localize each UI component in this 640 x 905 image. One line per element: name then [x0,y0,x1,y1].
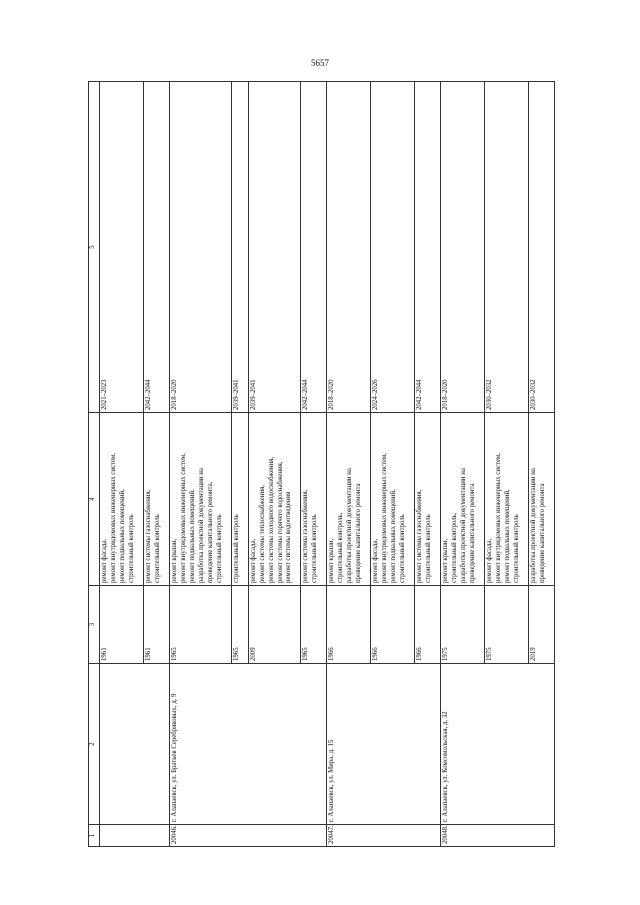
work-line: строительный контроль [232,514,240,583]
period-cell: 2042–2044 [415,82,441,413]
works-cell [169,413,231,586]
work-line: проведение капитального ремонта [355,483,363,583]
cell-spacer [408,415,413,583]
table-row [327,82,371,847]
year-cell: 1961 [100,586,144,664]
period-cell: 2030–2032 [484,82,528,413]
work-line: ремонт системы водоотведения [285,491,293,583]
column-number-1: 1 [89,825,100,847]
works-cell [371,413,415,586]
work-line: разработка проектной документации на [197,468,205,583]
year-cell: 1966 [371,586,415,664]
works-cell [231,413,248,586]
works-cell [248,413,301,586]
record-number-cell: 20047. [327,825,441,847]
work-line: проведение капитального ремонта [468,483,476,583]
work-line: ремонт фасада, [101,538,108,583]
address-cell: г. Алапаевск, ул. Комсомольская, д. 32 [441,664,555,825]
cell-spacer [294,415,299,583]
works-cell [528,413,554,586]
work-line: разработка проектной документации на [529,468,537,583]
record-number-cell [100,825,170,847]
year-cell: 1961 [143,586,169,664]
work-line: ремонт системы газоснабжения, [144,489,152,583]
year-cell: 1975 [484,586,528,664]
cell-spacer [320,415,325,583]
year-cell: 1965 [301,586,327,664]
year-cell: 1965 [169,586,231,664]
work-line: строительный контроль [399,514,407,583]
address-cell [100,664,170,825]
period-cell: 2030–2032 [528,82,554,413]
year-cell: 1966 [327,586,371,664]
repair-schedule-table [88,81,555,847]
work-line: ремонт системы газоснабжения, [416,489,424,583]
work-line: строительный контроль [512,514,520,583]
period-cell: 2018–2020 [327,82,371,413]
cell-spacer [434,415,439,583]
column-number-3: 3 [89,586,100,664]
column-number-5: 5 [89,82,100,413]
work-line: строительный контроль, [337,512,345,583]
works-cell [484,413,528,586]
work-line: ремонт системы холодного водоснабжения, [267,457,275,583]
period-cell: 2024–2026 [371,82,415,413]
works-cell [143,413,169,586]
table-container [88,82,596,847]
cell-spacer [225,415,230,583]
period-cell: 2018–2020 [441,82,485,413]
cell-spacer [163,415,168,583]
work-line: строительный контроль [153,514,161,583]
work-line: ремонт внутридомовых инженерных систем, [109,453,117,583]
work-line: разработка проектной документации на [346,468,354,583]
header-row [89,82,100,847]
work-line: проведение капитального ремонта, [206,481,214,583]
cell-spacer [137,415,142,583]
record-number-cell: 20046. [169,825,327,847]
cell-spacer [242,415,247,583]
year-cell: 2009 [248,586,301,664]
work-line: ремонт фасада, [372,538,380,583]
year-cell: 1965 [231,586,248,664]
cell-spacer [522,415,527,583]
year-cell: 1966 [415,586,441,664]
work-line: ремонт подвальных помещений, [118,489,126,583]
work-line: ремонт системы газоснабжения, [302,489,310,583]
column-number-2: 2 [89,664,100,825]
address-cell: г. Алапаевск, ул. Мира, д. 15 [327,664,441,825]
period-cell: 2039–2041 [248,82,301,413]
column-number-4: 4 [89,413,100,586]
cell-spacer [478,415,483,583]
work-line: ремонт фасада, [249,538,257,583]
year-cell: 2019 [528,586,554,664]
works-cell [301,413,327,586]
work-line: ремонт крыши, [328,538,336,583]
work-line: ремонт подвальных помещений, [503,489,511,583]
work-line: строительный контроль [127,514,135,583]
table-row [441,82,485,847]
works-cell [415,413,441,586]
page-number: 5657 [311,58,329,68]
works-cell [100,413,144,586]
cell-spacer [548,415,553,583]
work-line: строительный контроль [215,514,223,583]
work-line: ремонт подвальных помещений, [188,489,196,583]
work-line: ремонт крыши, [442,538,450,583]
works-cell [327,413,371,586]
table-row [169,82,231,847]
work-line: ремонт системы горячего водоснабжения, [276,461,284,583]
period-cell: 2042–2044 [301,82,327,413]
record-number-cell: 20048. [441,825,555,847]
period-cell: 2018–2020 [169,82,231,413]
period-cell: 2039–2041 [231,82,248,413]
work-line: ремонт подвальных помещений, [390,489,398,583]
table-row [100,82,144,847]
work-line: ремонт внутридомовых инженерных систем, [381,453,389,583]
cell-spacer [364,415,369,583]
year-cell: 1975 [441,586,485,664]
address-cell: г. Алапаевск, ул. Братьев Серебряковых, д. 9 [169,664,327,825]
work-line: проведение капитального ремонта [538,483,546,583]
work-line: ремонт фасада, [485,538,493,583]
period-cell: 2021–2023 [100,82,144,413]
work-line: ремонт внутридомовых инженерных систем, [494,453,502,583]
work-line: ремонт крыши, [170,538,178,583]
work-line: разработка проектной документации на [460,468,467,583]
work-line: ремонт системы теплоснабжения, [258,485,266,583]
work-line: ремонт внутридомовых инженерных систем, [179,453,187,583]
work-line: строительный контроль [425,514,433,583]
work-line: строительный контроль, [451,512,459,583]
works-cell [441,413,485,586]
period-cell: 2042–2044 [143,82,169,413]
work-line: строительный контроль [311,514,319,583]
